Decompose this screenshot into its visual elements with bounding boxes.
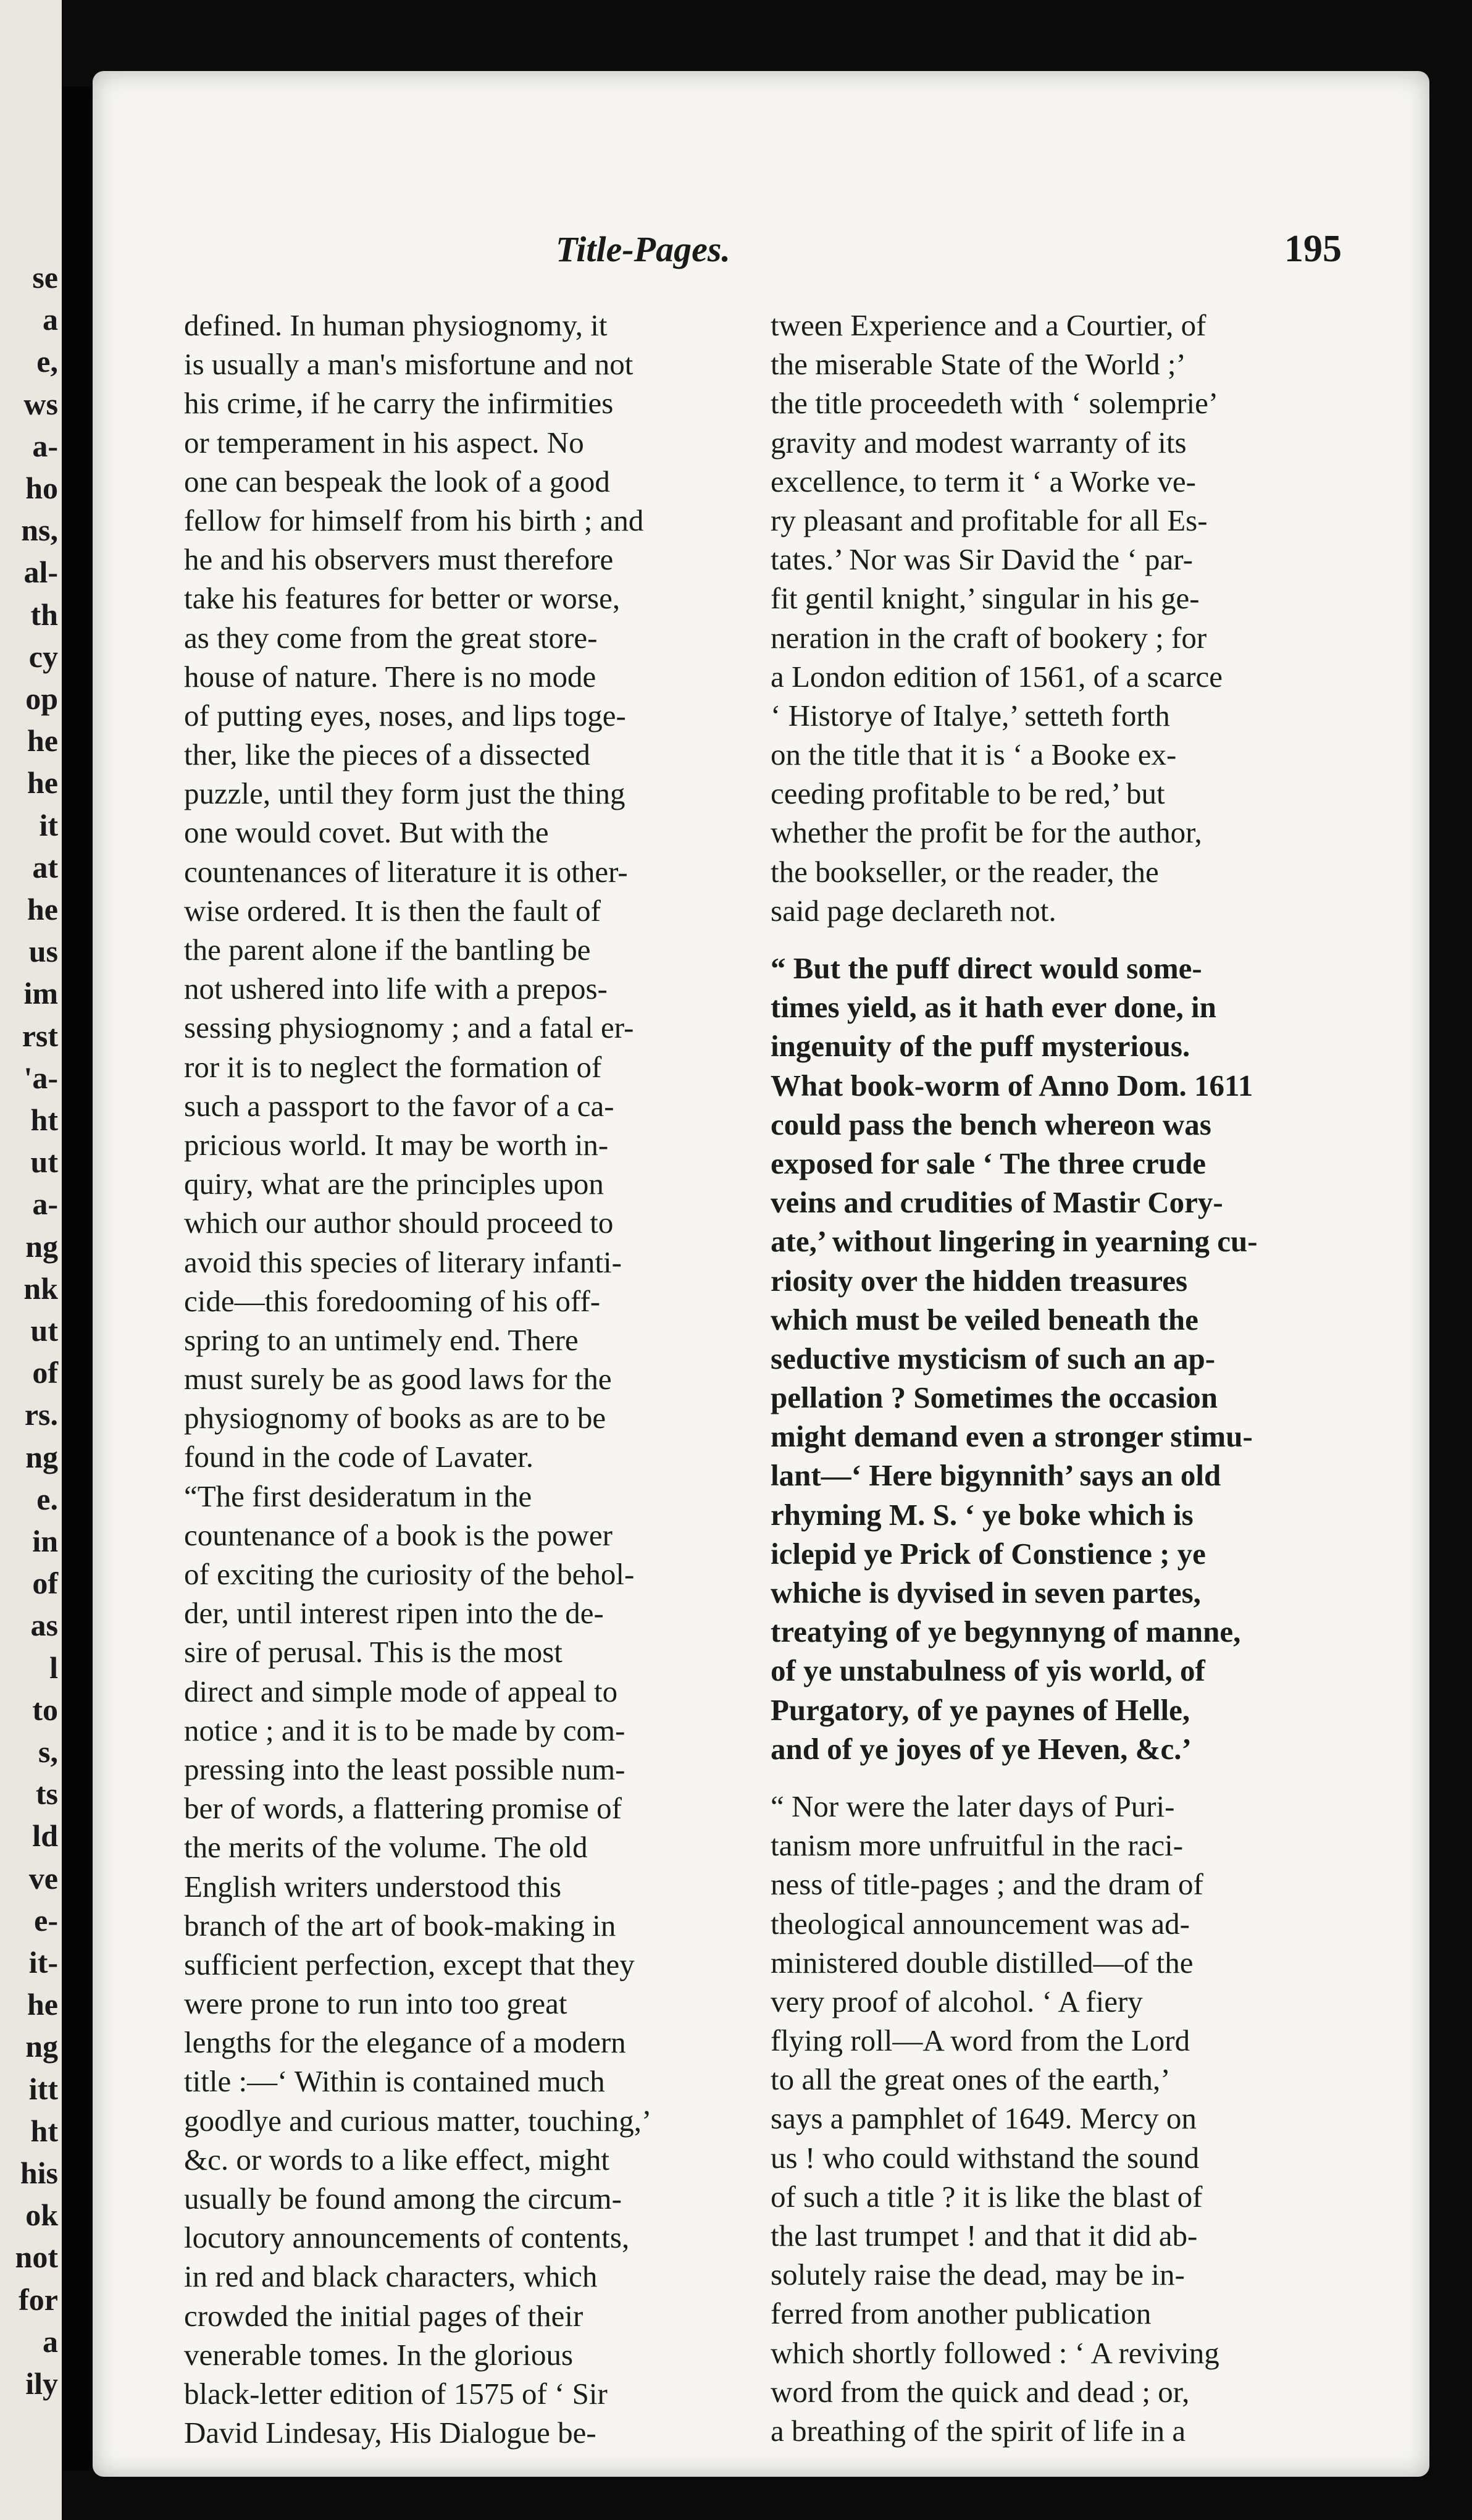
- text-line: as they come from the great store-: [184, 620, 598, 655]
- text-line: ‘ Historye of Italye,’ setteth forth: [771, 698, 1170, 733]
- previous-page-fragment: it: [39, 807, 58, 842]
- text-line: iclepid ye Prick of Constience ; ye: [771, 1536, 1206, 1571]
- book-gutter: [62, 86, 93, 2471]
- previous-page-fragment: ut: [30, 1144, 58, 1180]
- text-line: avoid this species of literary infanti-: [184, 1245, 622, 1279]
- previous-page-fragment: us: [28, 934, 58, 969]
- text-line: spring to an untimely end. There: [184, 1322, 579, 1357]
- text-line: der, until interest ripen into the de-: [184, 1596, 604, 1631]
- previous-page-fragment: ily: [25, 2366, 58, 2401]
- previous-page-fragment: ns,: [21, 513, 58, 548]
- previous-page-fragment: a-: [32, 1186, 58, 1222]
- text-line: whether the profit be for the author,: [771, 815, 1202, 850]
- text-line: lengths for the elegance of a modern: [184, 2025, 626, 2060]
- paragraph-experience-courtier: [771, 306, 1376, 930]
- text-line: times yield, as it hath ever done, in: [771, 990, 1216, 1025]
- previous-page-fragment: op: [25, 681, 58, 716]
- text-line: take his features for better or worse,: [184, 581, 621, 616]
- text-line: to all the great ones of the earth,’: [771, 2062, 1171, 2097]
- text-line: direct and simple mode of appeal to: [184, 1674, 618, 1708]
- text-line: not ushered into life with a prepos-: [184, 972, 608, 1006]
- text-line: on the title that it is ‘ a Booke ex-: [771, 737, 1177, 772]
- text-line: “ Nor were the later days of Puri-: [771, 1789, 1175, 1823]
- text-line: fellow for himself from his birth ; and: [184, 503, 644, 537]
- previous-page-fragment: rst: [22, 1018, 58, 1053]
- text-line: is usually a man's misfortune and not: [184, 347, 634, 382]
- text-line: a London edition of 1561, of a scarce: [771, 659, 1223, 694]
- text-line: rhyming M. S. ‘ ye boke which is: [771, 1497, 1194, 1532]
- previous-page-fragment: a: [43, 302, 58, 337]
- text-line: English writers understood this: [184, 1869, 562, 1904]
- text-line: and of ye joyes of ye Heven, &c.’: [771, 1731, 1192, 1766]
- previous-page-fragment: to: [32, 1692, 58, 1727]
- text-line: ferred from another publication: [771, 2296, 1152, 2331]
- running-title: Title-Pages.: [556, 229, 730, 269]
- previous-page-fragment: cy: [28, 639, 58, 674]
- previous-page-fragment: at: [32, 849, 58, 884]
- text-line: What book-worm of Anno Dom. 1611: [771, 1068, 1253, 1102]
- text-line: the bookseller, or the reader, the: [771, 854, 1159, 889]
- previous-page-fragment: itt: [28, 2071, 58, 2106]
- text-line: gravity and modest warranty of its: [771, 425, 1187, 460]
- previous-page-fragment: e-: [34, 1902, 58, 1938]
- previous-page-fragment: s,: [38, 1734, 58, 1769]
- text-line: &c. or words to a like effect, might: [184, 2142, 609, 2177]
- text-line: ingenuity of the puff mysterious.: [771, 1029, 1190, 1064]
- text-line: branch of the art of book-making in: [184, 1908, 616, 1942]
- text-line: very proof of alcohol. ‘ A fiery: [771, 1984, 1143, 2018]
- left-column: [184, 306, 758, 2452]
- paragraph-puff-direct: [771, 949, 1376, 1768]
- text-line: treatying of ye begynnyng of manne,: [771, 1615, 1241, 1649]
- previous-page-fragment: e.: [36, 1481, 58, 1516]
- text-line: the parent alone if the bantling be: [184, 933, 591, 967]
- previous-page-fragment: it-: [28, 1945, 58, 1980]
- text-line: the title proceedeth with ‘ solemprie’: [771, 386, 1219, 421]
- text-line: the last trumpet ! and that it did ab-: [771, 2219, 1198, 2253]
- text-line: ther, like the pieces of a dissected: [184, 737, 590, 772]
- text-line: venerable tomes. In the glorious: [184, 2337, 574, 2372]
- text-line: house of nature. There is no mode: [184, 659, 596, 694]
- text-line: his crime, if he carry the infirmities: [184, 386, 614, 421]
- previous-page-fragment: ht: [30, 1102, 58, 1137]
- text-line: usually be found among the circum-: [184, 2182, 622, 2216]
- text-line: of putting eyes, noses, and lips toge-: [184, 698, 626, 733]
- text-line: black-letter edition of 1575 of ‘ Sir: [184, 2376, 608, 2411]
- text-line: found in the code of Lavater.: [184, 1440, 534, 1474]
- text-line: crowded the initial pages of their: [184, 2298, 583, 2333]
- text-line: pricious world. It may be worth in-: [184, 1127, 609, 1162]
- text-line: which must be veiled beneath the: [771, 1302, 1198, 1337]
- text-line: “ But the puff direct would some-: [771, 951, 1202, 985]
- text-line: seductive mysticism of such an ap-: [771, 1341, 1216, 1376]
- text-line: might demand even a stronger stimu-: [771, 1419, 1253, 1454]
- previous-page-fragment: he: [27, 723, 58, 758]
- text-line: in red and black characters, which: [184, 2259, 598, 2294]
- text-line: physiognomy of books as are to be: [184, 1401, 606, 1435]
- text-line: ry pleasant and profitable for all Es-: [771, 503, 1208, 537]
- previous-page-fragment: ld: [32, 1818, 58, 1854]
- text-line: riosity over the hidden treasures: [771, 1263, 1188, 1298]
- previous-page-fragment: as: [30, 1608, 58, 1643]
- previous-page-fragment: e,: [36, 344, 58, 379]
- previous-page-fragment: rs.: [24, 1397, 58, 1432]
- previous-page-fragment: he: [27, 1987, 58, 2022]
- text-line: sessing physiognomy ; and a fatal er-: [184, 1010, 634, 1045]
- text-line: locutory announcements of contents,: [184, 2220, 630, 2255]
- previous-page-fragment: ho: [25, 471, 58, 505]
- text-line: puzzle, until they form just the thing: [184, 776, 625, 811]
- text-line: which shortly followed : ‘ A reviving: [771, 2335, 1219, 2370]
- text-line: must surely be as good laws for the: [184, 1362, 612, 1396]
- text-line: “The first desideratum in the: [184, 1479, 532, 1513]
- text-line: notice ; and it is to be made by com-: [184, 1713, 625, 1747]
- text-line: ministered double distilled—of the: [771, 1945, 1194, 1980]
- previous-page-fragment: l: [49, 1650, 58, 1685]
- text-line: countenance of a book is the power: [184, 1518, 613, 1552]
- text-line: ness of title-pages ; and the dram of: [771, 1867, 1203, 1902]
- text-line: a breathing of the spirit of life in a: [771, 2413, 1186, 2448]
- previous-page-fragment: 'a-: [23, 1060, 58, 1095]
- text-line: quiry, what are the principles upon: [184, 1167, 604, 1201]
- text-line: of such a title ? it is like the blast of: [771, 2179, 1203, 2214]
- text-line: said page declareth not.: [771, 893, 1056, 928]
- previous-page-fragment: ng: [25, 1439, 58, 1474]
- previous-page-fragment: ht: [30, 2113, 58, 2148]
- text-line: veins and crudities of Mastir Cory-: [771, 1185, 1223, 1220]
- text-line: says a pamphlet of 1649. Mercy on: [771, 2101, 1197, 2136]
- previous-page-fragment: of: [32, 1566, 58, 1601]
- text-line: of exciting the curiosity of the behol-: [184, 1557, 635, 1591]
- previous-page-fragment: a: [43, 2324, 58, 2359]
- paragraph-puritanism: [771, 1787, 1376, 2450]
- text-line: defined. In human physiognomy, it: [184, 308, 608, 342]
- text-line: sire of perusal. This is the most: [184, 1635, 562, 1670]
- previous-page-fragment: ws: [23, 386, 58, 421]
- previous-page-edge: [0, 0, 62, 2520]
- text-line: flying roll—A word from the Lord: [771, 2023, 1190, 2058]
- text-line: wise ordered. It is then the fault of: [184, 893, 601, 928]
- text-line: the miserable State of the World ;’: [771, 347, 1186, 382]
- text-line: title :—‘ Within is contained much: [184, 2064, 605, 2099]
- text-line: whiche is dyvised in seven partes,: [771, 1576, 1201, 1610]
- text-line: excellence, to term it ‘ a Worke ve-: [771, 464, 1196, 498]
- text-line: theological announcement was ad-: [771, 1906, 1190, 1941]
- text-line: neration in the craft of bookery ; for: [771, 620, 1207, 655]
- text-line: ror it is to neglect the formation of: [184, 1049, 602, 1084]
- previous-page-fragment: not: [15, 2240, 58, 2275]
- text-line: sufficient perfection, except that they: [184, 1947, 635, 1981]
- text-line: ber of words, a flattering promise of: [184, 1791, 622, 1826]
- previous-page-fragment: ut: [30, 1313, 58, 1348]
- text-line: us ! who could withstand the sound: [771, 2140, 1200, 2175]
- previous-page-fragment: nk: [23, 1270, 58, 1306]
- previous-page-fragment: ts: [35, 1776, 58, 1812]
- text-line: one would covet. But with the: [184, 815, 549, 850]
- text-line: ate,’ without lingering in yearning cu-: [771, 1224, 1258, 1259]
- page-header: [93, 154, 1429, 270]
- previous-page-fragment: im: [23, 976, 58, 1011]
- text-line: or temperament in his aspect. No: [184, 425, 584, 460]
- page-number: 195: [1284, 228, 1342, 270]
- text-line: Purgatory, of ye paynes of Helle,: [771, 1692, 1190, 1727]
- previous-page-fragment: al-: [23, 555, 58, 590]
- previous-page-fragment: ng: [25, 1228, 58, 1264]
- text-line: he and his observers must therefore: [184, 542, 614, 577]
- previous-page-fragment: he: [27, 765, 58, 800]
- text-line: ceeding profitable to be red,’ but: [771, 776, 1165, 811]
- previous-page-fragment: ng: [25, 2029, 58, 2064]
- text-line: David Lindesay, His Dialogue be-: [184, 2416, 596, 2450]
- previous-page-fragment: his: [20, 2156, 58, 2190]
- text-line: could pass the bench whereon was: [771, 1107, 1211, 1141]
- right-column: [771, 306, 1376, 2450]
- text-line: solutely raise the dead, may be in-: [771, 2258, 1185, 2292]
- previous-page-fragment: a-: [32, 428, 58, 463]
- text-line: such a passport to the favor of a ca-: [184, 1088, 614, 1123]
- previous-page-fragment: th: [30, 597, 58, 632]
- previous-page-fragment: ve: [28, 1860, 58, 1896]
- previous-page-fragment: in: [32, 1524, 58, 1558]
- text-line: pellation ? Sometimes the occasion: [771, 1380, 1218, 1415]
- text-line: one can bespeak the look of a good: [184, 464, 610, 498]
- text-line: which our author should proceed to: [184, 1206, 614, 1240]
- text-line: the merits of the volume. The old: [184, 1830, 588, 1865]
- text-line: were prone to run into too great: [184, 1986, 567, 2021]
- text-line: word from the quick and dead ; or,: [771, 2374, 1190, 2409]
- text-line: countenances of literature it is other-: [184, 854, 628, 889]
- text-line: tween Experience and a Courtier, of: [771, 308, 1206, 342]
- text-line: tates.’ Nor was Sir David the ‘ par-: [771, 542, 1193, 577]
- previous-page-fragment: ok: [25, 2198, 58, 2233]
- text-line: fit gentil knight,’ singular in his ge-: [771, 581, 1200, 616]
- text-line: exposed for sale ‘ The three crude: [771, 1146, 1206, 1180]
- text-line: goodlye and curious matter, touching,’: [184, 2103, 652, 2138]
- text-line: of ye unstabulness of yis world, of: [771, 1653, 1205, 1688]
- text-line: tanism more unfruitful in the raci-: [771, 1828, 1184, 1863]
- previous-page-fragment: he: [27, 892, 58, 926]
- text-line: cide—this foredooming of his off-: [184, 1283, 601, 1318]
- previous-page-fragment: of: [32, 1355, 58, 1390]
- book-page: [93, 71, 1429, 2477]
- previous-page-fragment: for: [19, 2282, 58, 2317]
- previous-page-fragment: se: [32, 260, 58, 295]
- text-line: pressing into the least possible num-: [184, 1752, 625, 1786]
- text-line: lant—‘ Here bigynnith’ says an old: [771, 1458, 1221, 1493]
